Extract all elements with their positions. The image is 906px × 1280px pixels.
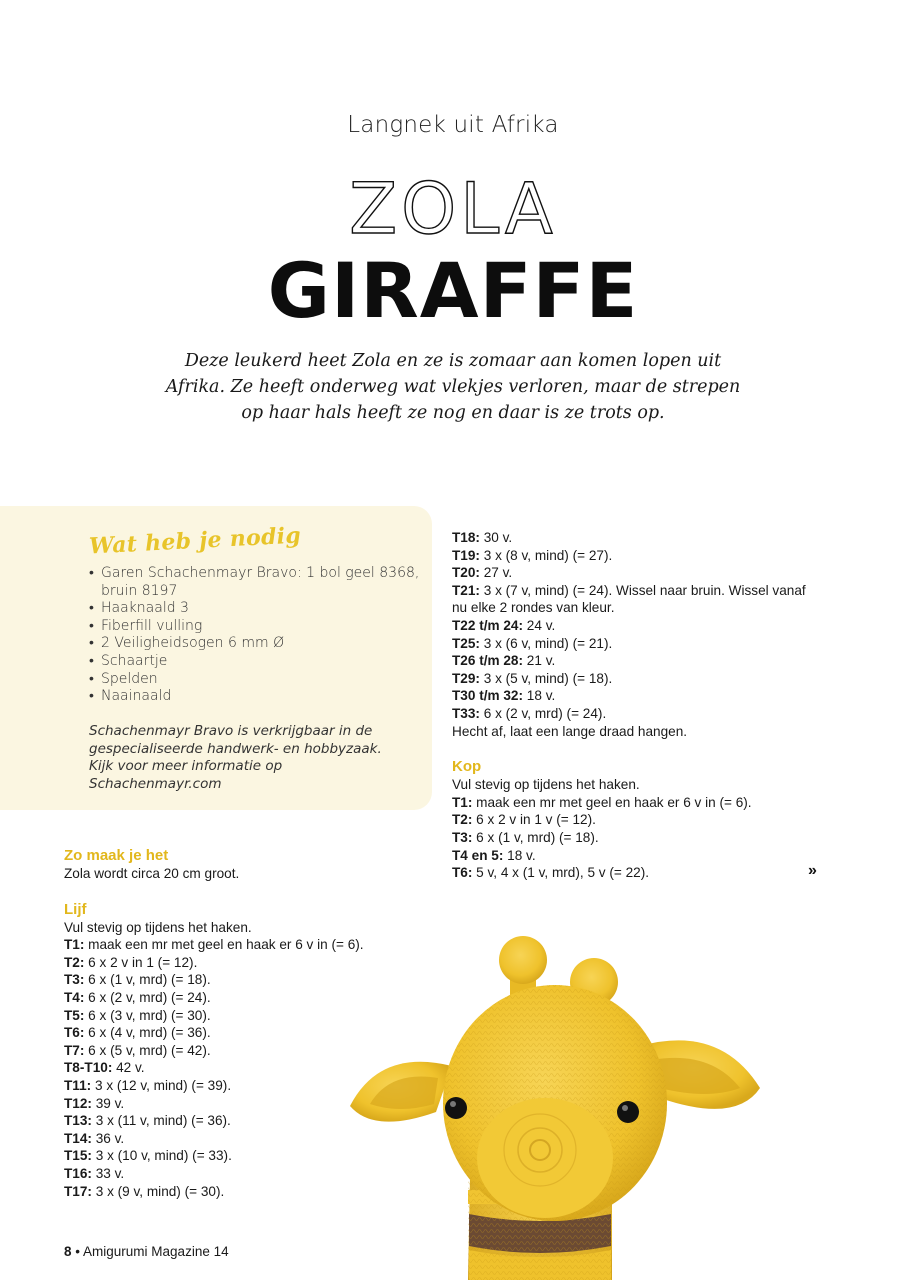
row-label: T19: bbox=[452, 547, 480, 563]
kop-lead: Vul stevig op tijdens het haken. bbox=[452, 777, 640, 793]
materials-item: • Spelden bbox=[89, 671, 424, 689]
row-label: T6: bbox=[64, 1025, 85, 1041]
row-instruction: 3 x (10 v, mind) (= 33). bbox=[91, 1148, 232, 1164]
row-instruction: 18 v. bbox=[503, 847, 536, 863]
pattern-row bbox=[452, 617, 812, 635]
row-label: T6: bbox=[452, 865, 473, 881]
page-footer bbox=[64, 1244, 229, 1259]
row-instruction: 3 x (9 v, mind) (= 30). bbox=[91, 1183, 225, 1199]
giraffe-illustration bbox=[340, 928, 780, 1280]
row-label: T12: bbox=[64, 1095, 92, 1111]
row-instruction: 33 v. bbox=[91, 1165, 125, 1181]
footer-separator: • bbox=[75, 1244, 81, 1259]
lijf-lead: Vul stevig op tijdens het haken. bbox=[64, 919, 252, 935]
materials-item: • Schaartje bbox=[89, 653, 424, 671]
title-zola-text: ZOLA bbox=[349, 168, 557, 250]
page-subtitle: Langnek uit Afrika bbox=[347, 112, 559, 138]
row-instruction: 30 v. bbox=[479, 530, 513, 545]
row-instruction: 42 v. bbox=[112, 1060, 145, 1076]
pattern-row bbox=[452, 652, 812, 670]
pattern-row bbox=[452, 687, 812, 705]
row-label: T2: bbox=[452, 812, 473, 828]
row-instruction: 6 x (1 v, mrd) (= 18). bbox=[472, 829, 599, 845]
section-heading-how: Zo maak je het bbox=[64, 847, 169, 864]
row-instruction: 6 x (4 v, mrd) (= 36). bbox=[84, 1025, 211, 1041]
intro-text: Deze leukerd heet Zola en ze is zomaar aan komen lopen uit Afrika. Ze heeft onderweg wat vlekjes verloren, maar de strepen op haar hals heeft ze nog en daar is ze trots op. bbox=[165, 351, 741, 423]
row-instruction: 6 x (2 v, mrd) (= 24). bbox=[479, 705, 607, 721]
materials-list bbox=[89, 565, 424, 706]
row-label: T30 t/m 32: bbox=[452, 688, 524, 704]
row-instruction: 27 v. bbox=[479, 565, 513, 581]
row-label: T20: bbox=[452, 565, 480, 581]
magazine-name: Amigurumi Magazine 14 bbox=[83, 1244, 229, 1259]
materials-note: Schachenmayr Bravo is verkrijgbaar in de gespecialiseerde handwerk- en hobbyzaak. Kijk voor meer informatie op Schachenmayr.com bbox=[89, 723, 382, 792]
row-instruction: 21 v. bbox=[523, 653, 556, 669]
materials-title: Wat heb je nodig bbox=[88, 522, 302, 560]
lijf-end-text: Hecht af, laat een lange draad hangen. bbox=[452, 723, 688, 739]
pattern-row bbox=[452, 864, 812, 882]
pattern-row bbox=[452, 547, 812, 565]
row-instruction: 24 v. bbox=[523, 617, 556, 633]
row-label: T33: bbox=[452, 705, 480, 721]
row-label: T3: bbox=[64, 972, 85, 988]
pattern-row bbox=[452, 847, 812, 865]
row-label: T25: bbox=[452, 635, 480, 651]
materials-item: • Haaknaald 3 bbox=[89, 600, 424, 618]
materials-item: • Naainaald bbox=[89, 688, 424, 706]
row-label: T21: bbox=[452, 582, 480, 598]
row-instruction: 3 x (6 v, mind) (= 21). bbox=[479, 635, 613, 651]
pattern-row bbox=[452, 529, 812, 547]
row-instruction: 3 x (5 v, mind) (= 18). bbox=[479, 670, 613, 686]
section-heading-lijf: Lijf bbox=[64, 900, 87, 918]
row-instruction: 3 x (12 v, mind) (= 39). bbox=[91, 1077, 232, 1093]
size-text: Zola wordt circa 20 cm groot. bbox=[64, 866, 240, 881]
row-label: T1: bbox=[64, 937, 85, 953]
kop-rows bbox=[452, 794, 812, 882]
pattern-row bbox=[452, 564, 812, 582]
row-label: T16: bbox=[64, 1165, 92, 1181]
row-instruction: 6 x 2 v in 1 v (= 12). bbox=[472, 812, 596, 828]
row-label: T4: bbox=[64, 989, 85, 1005]
page-number: 8 bbox=[64, 1244, 72, 1259]
row-instruction: maak een mr met geel en haak er 6 v in (= 6). bbox=[472, 794, 752, 810]
pattern-row bbox=[452, 811, 812, 829]
materials-item: • Garen Schachenmayr Bravo: 1 bol geel 8368, bruin 8197 bbox=[89, 565, 424, 600]
row-instruction: 18 v. bbox=[523, 688, 556, 704]
pattern-row bbox=[452, 829, 812, 847]
row-label: T2: bbox=[64, 954, 85, 970]
row-label: T22 t/m 24: bbox=[452, 617, 524, 633]
row-label: T13: bbox=[64, 1113, 92, 1129]
materials-item: • 2 Veiligheidsogen 6 mm Ø bbox=[89, 635, 424, 653]
row-instruction: 6 x (3 v, mrd) (= 30). bbox=[84, 1007, 211, 1023]
continue-arrow-icon: » bbox=[808, 862, 817, 879]
title-giraffe: GIRAFFE bbox=[267, 246, 639, 335]
row-instruction: maak een mr met geel en haak er 6 v in (= 6). bbox=[84, 937, 364, 953]
row-instruction: 5 v, 4 x (1 v, mrd), 5 v (= 22). bbox=[472, 865, 650, 881]
row-label: T11: bbox=[64, 1077, 92, 1093]
row-label: T4 en 5: bbox=[452, 847, 504, 863]
row-label: T7: bbox=[64, 1042, 85, 1058]
row-label: T29: bbox=[452, 670, 480, 686]
row-label: T17: bbox=[64, 1183, 92, 1199]
pattern-row bbox=[452, 670, 812, 688]
pattern-row bbox=[452, 794, 812, 812]
row-instruction: 6 x 2 v in 1 (= 12). bbox=[84, 954, 198, 970]
row-label: T5: bbox=[64, 1007, 85, 1023]
right-column bbox=[452, 529, 812, 882]
row-instruction: 39 v. bbox=[91, 1095, 125, 1111]
row-label: T26 t/m 28: bbox=[452, 653, 524, 669]
title-zola bbox=[0, 168, 906, 250]
row-instruction: 3 x (7 v, mind) (= 24). Wissel naar bruin. Wissel vanaf nu elke 2 rondes van kleur. bbox=[452, 582, 806, 616]
row-label: T18: bbox=[452, 530, 480, 545]
row-instruction: 6 x (1 v, mrd) (= 18). bbox=[84, 972, 211, 988]
row-label: T8-T10: bbox=[64, 1060, 113, 1076]
row-label: T15: bbox=[64, 1148, 92, 1164]
pattern-row bbox=[452, 705, 812, 723]
pattern-row bbox=[452, 635, 812, 653]
lijf-cont-rows bbox=[452, 529, 812, 723]
row-instruction: 36 v. bbox=[91, 1130, 125, 1146]
materials-item: • Fiberfill vulling bbox=[89, 618, 424, 636]
giraffe-photo bbox=[340, 928, 780, 1280]
row-instruction: 3 x (8 v, mind) (= 27). bbox=[479, 547, 613, 563]
row-label: T3: bbox=[452, 829, 473, 845]
section-heading-kop: Kop bbox=[452, 758, 482, 776]
row-label: T14: bbox=[64, 1130, 92, 1146]
row-label: T1: bbox=[452, 794, 473, 810]
pattern-row bbox=[452, 582, 812, 617]
row-instruction: 6 x (5 v, mrd) (= 42). bbox=[84, 1042, 211, 1058]
row-instruction: 3 x (11 v, mind) (= 36). bbox=[91, 1113, 231, 1129]
row-instruction: 6 x (2 v, mrd) (= 24). bbox=[84, 989, 211, 1005]
